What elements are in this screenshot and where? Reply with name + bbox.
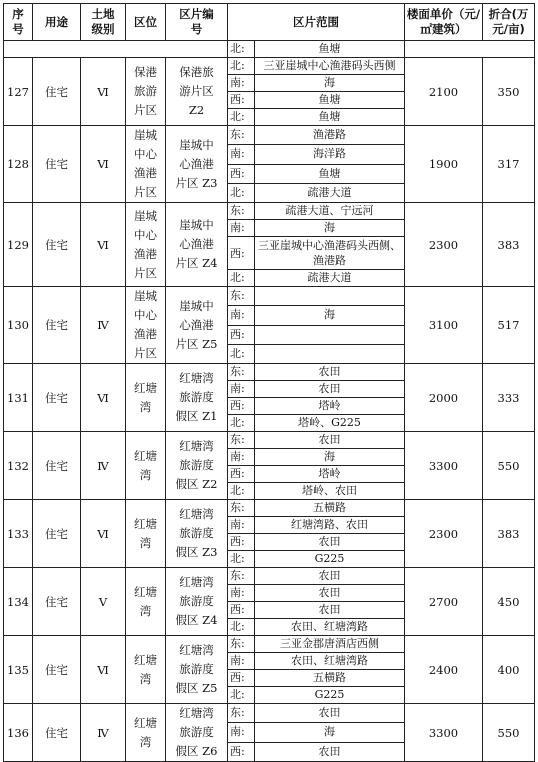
row-zone-no: [166, 287, 228, 364]
scope-direction: 东:: [228, 500, 255, 517]
row-zone-no: [166, 636, 228, 704]
scope-direction: 西:: [228, 602, 255, 619]
row-seq: 133: [4, 500, 33, 568]
row-zone-text: 红塘湾 旅游度 假区 Z4: [175, 575, 218, 627]
row-conv: 333: [483, 364, 535, 432]
scope-text: 农田: [255, 381, 405, 398]
row-zone-no: [166, 58, 228, 126]
table-row: [4, 704, 535, 723]
scope-direction: 北:: [228, 270, 255, 287]
row-zone-no: [166, 364, 228, 432]
row-conv: 517: [483, 287, 535, 364]
scope-direction: 东:: [228, 364, 255, 381]
scope-direction: 北:: [228, 58, 255, 75]
scope-direction: 北:: [228, 483, 255, 500]
scope-direction: 西:: [228, 92, 255, 109]
row-seq: 127: [4, 58, 33, 126]
row-area-text: 崖城 中心 渔港 片区: [134, 208, 157, 280]
scope-direction: 北:: [228, 687, 255, 704]
row-zone-no: [166, 568, 228, 636]
scope-direction: 北:: [228, 109, 255, 126]
scope-text: [255, 325, 405, 344]
row-land-grade: Ⅴ: [81, 568, 126, 636]
row-area: [126, 203, 166, 287]
row-area: [126, 58, 166, 126]
row-land-grade: Ⅵ: [81, 636, 126, 704]
scope-direction: 北:: [228, 183, 255, 202]
scope-text: 农田、红塘湾路: [255, 653, 405, 670]
scope-direction: 西:: [228, 398, 255, 415]
row-seq: 135: [4, 636, 33, 704]
row-conv: 550: [483, 704, 535, 762]
table-row: [4, 432, 535, 449]
row-zone-text: 红塘湾 旅游度 假区 Z3: [175, 507, 218, 559]
row-conv: 383: [483, 203, 535, 287]
scope-direction: 东:: [228, 568, 255, 585]
header-price: 楼面单价（元/ ㎡建筑）: [405, 4, 483, 41]
row-use: 住宅: [33, 126, 81, 203]
row-zone-no: [166, 704, 228, 762]
scope-text: 三亚崖城中心渔港码头西侧: [255, 58, 405, 75]
scope-text: 海洋路: [255, 145, 405, 164]
row-use: 住宅: [33, 500, 81, 568]
scope-direction: 南:: [228, 723, 255, 742]
scope-text: [255, 287, 405, 306]
scope-direction: 西:: [228, 466, 255, 483]
scope-direction: 南:: [228, 517, 255, 534]
table-row: [4, 500, 535, 517]
row-zone-text: 崖城中 心渔港 片区 Z3: [175, 137, 218, 190]
scope-direction: 南:: [228, 75, 255, 92]
row-area-text: 崖城 中心 渔港 片区: [134, 128, 157, 199]
header-row: [4, 4, 535, 41]
scope-text: 农田: [255, 742, 405, 761]
row-seq: 130: [4, 287, 33, 364]
scope-direction: 南:: [228, 585, 255, 602]
scope-direction: 东:: [228, 203, 255, 220]
scope-text: 农田、红塘湾路: [255, 619, 405, 636]
row-conv: 400: [483, 636, 535, 704]
row-area: [126, 364, 166, 432]
table-row: [4, 636, 535, 653]
row-zone-text: 红塘湾 旅游度 假区 Z5: [175, 643, 218, 695]
row-seq: 128: [4, 126, 33, 203]
row-area: [126, 126, 166, 203]
row-conv: 317: [483, 126, 535, 203]
scope-direction: 北:: [228, 41, 255, 58]
scope-direction: 东:: [228, 636, 255, 653]
row-zone-text: 崖城中 心渔港 片区 Z4: [175, 218, 218, 270]
scope-direction: 西:: [228, 237, 255, 270]
row-use: 住宅: [33, 704, 81, 762]
header-conv: 折合(万 元/亩): [483, 4, 535, 41]
row-use: 住宅: [33, 432, 81, 500]
scope-text: 海: [255, 220, 405, 237]
row-use: 住宅: [33, 568, 81, 636]
scope-text: 疏港大道、宁远河: [255, 203, 405, 220]
carry-over-row: [4, 41, 535, 58]
scope-direction: 南:: [228, 653, 255, 670]
row-use: 住宅: [33, 58, 81, 126]
scope-text: 农田: [255, 364, 405, 381]
row-price: 3300: [405, 432, 483, 500]
row-area-text: 红塘 湾: [134, 448, 157, 482]
land-price-table: [3, 3, 535, 762]
row-use: 住宅: [33, 636, 81, 704]
scope-direction: 北:: [228, 551, 255, 568]
row-zone-text: 保港旅 游片区 Z2: [179, 65, 214, 117]
header-scope: 区片范围: [228, 4, 405, 41]
scope-direction: 南:: [228, 449, 255, 466]
table-row: [4, 287, 535, 306]
scope-text: 农田: [255, 585, 405, 602]
scope-direction: 北:: [228, 415, 255, 432]
table-row: [4, 568, 535, 585]
row-seq: 132: [4, 432, 33, 500]
row-area: [126, 704, 166, 762]
scope-direction: 西:: [228, 742, 255, 761]
scope-text: 鱼塘: [255, 164, 405, 183]
scope-direction: 西:: [228, 670, 255, 687]
scope-text: 海: [255, 75, 405, 92]
scope-text: 渔港路: [255, 126, 405, 145]
row-area-text: 红塘 湾: [134, 584, 157, 618]
carry-over-blank: [4, 41, 228, 58]
scope-text: 三亚金郡唐酒店西侧: [255, 636, 405, 653]
row-seq: 131: [4, 364, 33, 432]
row-area: [126, 636, 166, 704]
scope-text: 鱼塘: [255, 109, 405, 126]
row-price: 2100: [405, 58, 483, 126]
scope-text: 三亚崖城中心渔港码头西侧、 渔港路: [255, 237, 405, 270]
scope-text: 塔岭: [255, 466, 405, 483]
row-conv: 350: [483, 58, 535, 126]
row-land-grade: Ⅵ: [81, 500, 126, 568]
row-land-grade: Ⅵ: [81, 364, 126, 432]
scope-direction: 西:: [228, 325, 255, 344]
scope-text: G225: [255, 687, 405, 704]
row-seq: 129: [4, 203, 33, 287]
row-area-text: 红塘 湾: [134, 652, 157, 686]
table-row: [4, 203, 535, 220]
row-zone-no: [166, 500, 228, 568]
scope-text: 五横路: [255, 670, 405, 687]
row-price: 2000: [405, 364, 483, 432]
scope-text: 海: [255, 306, 405, 325]
scope-text: 疏港大道: [255, 183, 405, 202]
header-use: 用途: [33, 4, 81, 41]
row-price: 1900: [405, 126, 483, 203]
row-seq: 134: [4, 568, 33, 636]
row-seq: 136: [4, 704, 33, 762]
scope-text: 农田: [255, 534, 405, 551]
row-land-grade: Ⅳ: [81, 287, 126, 364]
row-area-text: 红塘 湾: [134, 516, 157, 550]
row-price: 2400: [405, 636, 483, 704]
table-row: [4, 364, 535, 381]
row-area-text: 红塘 湾: [134, 380, 157, 414]
row-price: 3300: [405, 704, 483, 762]
scope-text: 海: [255, 449, 405, 466]
scope-text: G225: [255, 551, 405, 568]
scope-text: 红塘湾路、农田: [255, 517, 405, 534]
scope-text: 农田: [255, 602, 405, 619]
scope-text: 塔岭: [255, 398, 405, 415]
scope-text: 塔岭、G225: [255, 415, 405, 432]
row-land-grade: Ⅳ: [81, 704, 126, 762]
scope-direction: 东:: [228, 126, 255, 145]
scope-direction: 南:: [228, 145, 255, 164]
scope-text: 海: [255, 723, 405, 742]
row-zone-text: 红塘湾 旅游度 假区 Z2: [175, 439, 218, 491]
row-zone-text: 红塘湾 旅游度 假区 Z6: [175, 706, 218, 758]
scope-direction: 南:: [228, 220, 255, 237]
scope-direction: 南:: [228, 306, 255, 325]
row-zone-text: 崖城中 心渔港 片区 Z5: [175, 298, 218, 351]
row-land-grade: Ⅳ: [81, 432, 126, 500]
scope-text: 鱼塘: [255, 41, 405, 58]
carry-over-blank-right: [405, 41, 535, 58]
row-use: 住宅: [33, 287, 81, 364]
scope-direction: 东:: [228, 432, 255, 449]
row-use: 住宅: [33, 364, 81, 432]
row-land-grade: Ⅵ: [81, 58, 126, 126]
scope-direction: 东:: [228, 287, 255, 306]
header-land-grade: 土地 级别: [81, 4, 126, 41]
scope-text: 农田: [255, 432, 405, 449]
row-area-text: 保港 旅游 片区: [134, 65, 157, 117]
scope-text: 农田: [255, 704, 405, 723]
row-conv: 383: [483, 500, 535, 568]
scope-direction: 东:: [228, 704, 255, 723]
row-area: [126, 287, 166, 364]
scope-direction: 南:: [228, 381, 255, 398]
table-row: [4, 126, 535, 145]
row-zone-no: [166, 432, 228, 500]
row-area: [126, 500, 166, 568]
row-area: [126, 568, 166, 636]
scope-direction: 西:: [228, 534, 255, 551]
row-zone-no: [166, 203, 228, 287]
scope-direction: 北:: [228, 344, 255, 363]
header-zone-no: 区片编 号: [166, 4, 228, 41]
scope-direction: 西:: [228, 164, 255, 183]
header-area: 区位: [126, 4, 166, 41]
row-conv: 450: [483, 568, 535, 636]
scope-text: 鱼塘: [255, 92, 405, 109]
scope-direction: 北:: [228, 619, 255, 636]
row-area: [126, 432, 166, 500]
row-zone-text: 红塘湾 旅游度 假区 Z1: [175, 371, 218, 423]
row-price: 2700: [405, 568, 483, 636]
row-zone-no: [166, 126, 228, 203]
scope-text: 疏港大道: [255, 270, 405, 287]
row-use: 住宅: [33, 203, 81, 287]
scope-text: 塔岭、农田: [255, 483, 405, 500]
row-price: 2300: [405, 203, 483, 287]
scope-text: [255, 344, 405, 363]
row-price: 3100: [405, 287, 483, 364]
row-land-grade: Ⅵ: [81, 126, 126, 203]
scope-text: 农田: [255, 568, 405, 585]
row-price: 2300: [405, 500, 483, 568]
scope-text: 五横路: [255, 500, 405, 517]
row-conv: 550: [483, 432, 535, 500]
row-land-grade: Ⅵ: [81, 203, 126, 287]
table-row: [4, 58, 535, 75]
header-seq: 序 号: [4, 4, 33, 41]
row-area-text: 崖城 中心 渔港 片区: [134, 289, 157, 360]
row-area-text: 红塘 湾: [134, 715, 157, 749]
